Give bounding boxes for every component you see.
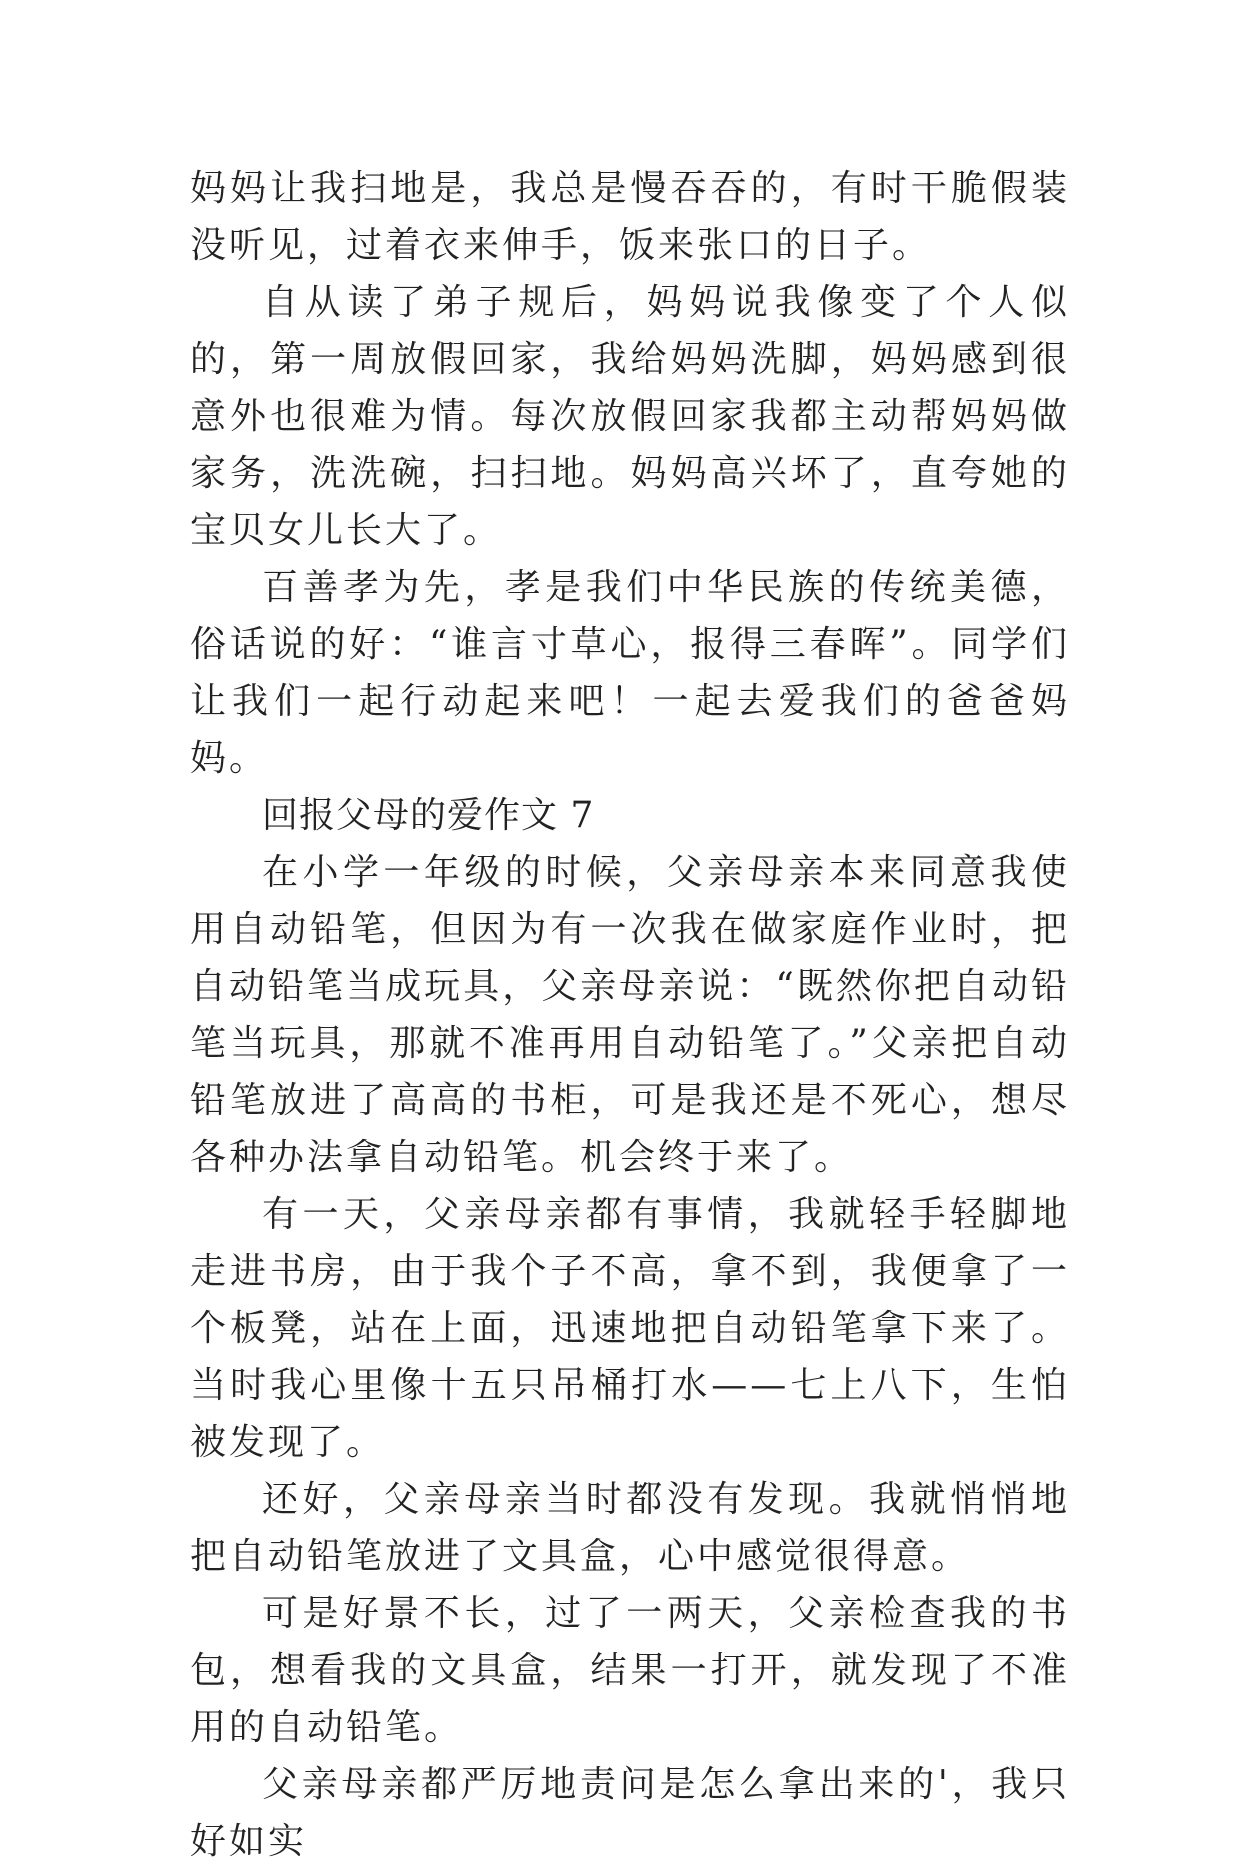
paragraph: 有一天，父亲母亲都有事情，我就轻手轻脚地走进书房，由于我个子不高，拿不到，我便拿了一个板凳，站在上面，迅速地把自动铅笔拿下来了。当时我心里像十五只吊桶打水——七上八下，生怕被发现了。: [190, 1194, 1070, 1463]
section-heading: 回报父母的爱作文 7: [262, 795, 595, 836]
paragraph: 可是好景不长，过了一两天，父亲检查我的书包，想看我的文具盒，结果一打开，就发现了不准用的自动铅笔。: [190, 1593, 1070, 1748]
paragraph: 妈妈让我扫地是，我总是慢吞吞的，有时干脆假装没听见，过着衣来伸手，饭来张口的日子。: [190, 168, 1070, 266]
paragraph: 在小学一年级的时候，父亲母亲本来同意我使用自动铅笔，但因为有一次我在做家庭作业时，把自动铅笔当成玩具，父亲母亲说：“既然你把自动铅笔当玩具，那就不准再用自动铅笔了。”父亲把自动铅笔放进了高高的书柜，可是我还是不死心，想尽各种办法拿自动铅笔。机会终于来了。: [190, 852, 1070, 1178]
paragraph: 自从读了弟子规后，妈妈说我像变了个人似的，第一周放假回家，我给妈妈洗脚，妈妈感到很意外也很难为情。每次放假回家我都主动帮妈妈做家务，洗洗碗，扫扫地。妈妈高兴坏了，直夸她的宝贝女儿长大了。: [190, 282, 1070, 551]
paragraph: 百善孝为先，孝是我们中华民族的传统美德，俗话说的好：“谁言寸草心，报得三春晖”。同学们让我们一起行动起来吧！一起去爱我们的爸爸妈妈。: [190, 567, 1070, 779]
document-body: [190, 160, 1070, 1870]
paragraph: 父亲母亲都严厉地责问是怎么拿出来的'，我只好如实: [190, 1764, 1070, 1862]
paragraph: 还好，父亲母亲当时都没有发现。我就悄悄地把自动铅笔放进了文具盒，心中感觉很得意。: [190, 1479, 1070, 1577]
